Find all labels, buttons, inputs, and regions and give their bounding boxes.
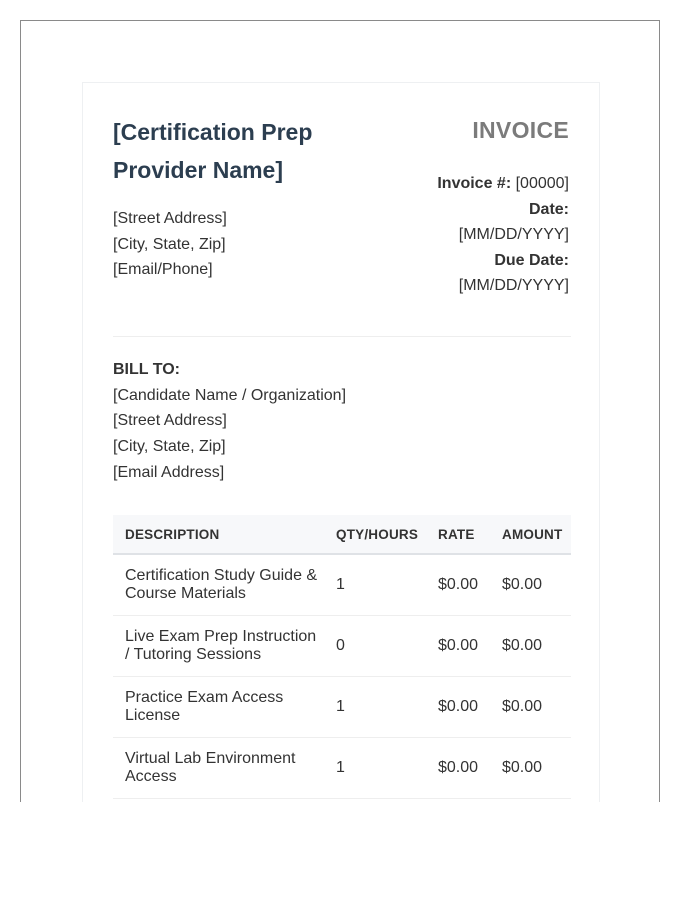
header-description: DESCRIPTION bbox=[113, 515, 324, 554]
bill-to-name: [Candidate Name / Organization] bbox=[113, 386, 347, 404]
header-rate: RATE bbox=[426, 515, 490, 554]
provider-street: [Street Address] bbox=[113, 210, 227, 227]
header-qty: QTY/HOURS bbox=[324, 515, 426, 554]
row-qty: 1 bbox=[324, 738, 426, 799]
row-amount: $0.00 bbox=[490, 677, 571, 738]
invoice-due-label: Due Date: bbox=[494, 251, 569, 269]
header-amount: AMOUNT bbox=[490, 515, 571, 554]
bill-to-label: BILL TO: bbox=[113, 361, 180, 378]
invoice-meta bbox=[437, 171, 569, 299]
table-row bbox=[113, 554, 571, 616]
row-amount: $0.00 bbox=[490, 738, 571, 799]
invoice-card bbox=[82, 82, 600, 802]
invoice-date-value: [MM/DD/YYYY] bbox=[458, 226, 569, 243]
bill-to-email: [Email Address] bbox=[113, 463, 225, 481]
invoice-title: INVOICE bbox=[472, 117, 569, 143]
invoice-number-line bbox=[437, 171, 569, 197]
row-amount: $0.00 bbox=[490, 554, 571, 616]
table-header-row bbox=[113, 515, 571, 554]
provider-address bbox=[113, 206, 227, 283]
document-viewport[interactable] bbox=[20, 20, 660, 802]
bill-to-city: [City, State, Zip] bbox=[113, 438, 226, 456]
line-items-table bbox=[113, 515, 571, 799]
table-row bbox=[113, 738, 571, 799]
row-rate: $0.00 bbox=[426, 738, 490, 799]
provider-name: [Certification Prep Provider Name] bbox=[113, 119, 313, 183]
invoice-number-label: Invoice #: bbox=[437, 175, 512, 192]
row-rate: $0.00 bbox=[426, 677, 490, 738]
row-qty: 0 bbox=[324, 616, 426, 677]
row-qty: 1 bbox=[324, 554, 426, 616]
invoice-due-value: [MM/DD/YYYY] bbox=[458, 277, 569, 294]
table-row bbox=[113, 616, 571, 677]
row-qty: 1 bbox=[324, 677, 426, 738]
table-row bbox=[113, 677, 571, 738]
invoice-number-value: [00000] bbox=[515, 175, 569, 192]
provider-city: [City, State, Zip] bbox=[113, 235, 226, 253]
header-divider bbox=[113, 336, 571, 337]
row-rate: $0.00 bbox=[426, 554, 490, 616]
bill-to-street: [Street Address] bbox=[113, 412, 227, 430]
row-description: Certification Study Guide & Course Materials bbox=[113, 554, 324, 616]
provider-contact: [Email/Phone] bbox=[113, 261, 213, 278]
row-description: Virtual Lab Environment Access bbox=[113, 738, 324, 799]
invoice-date-label: Date: bbox=[528, 200, 569, 218]
row-description: Practice Exam Access License bbox=[113, 677, 324, 738]
row-rate: $0.00 bbox=[426, 616, 490, 677]
bill-to-section bbox=[113, 357, 346, 486]
row-amount: $0.00 bbox=[490, 616, 571, 677]
row-description: Live Exam Prep Instruction / Tutoring Sessions bbox=[113, 616, 324, 677]
